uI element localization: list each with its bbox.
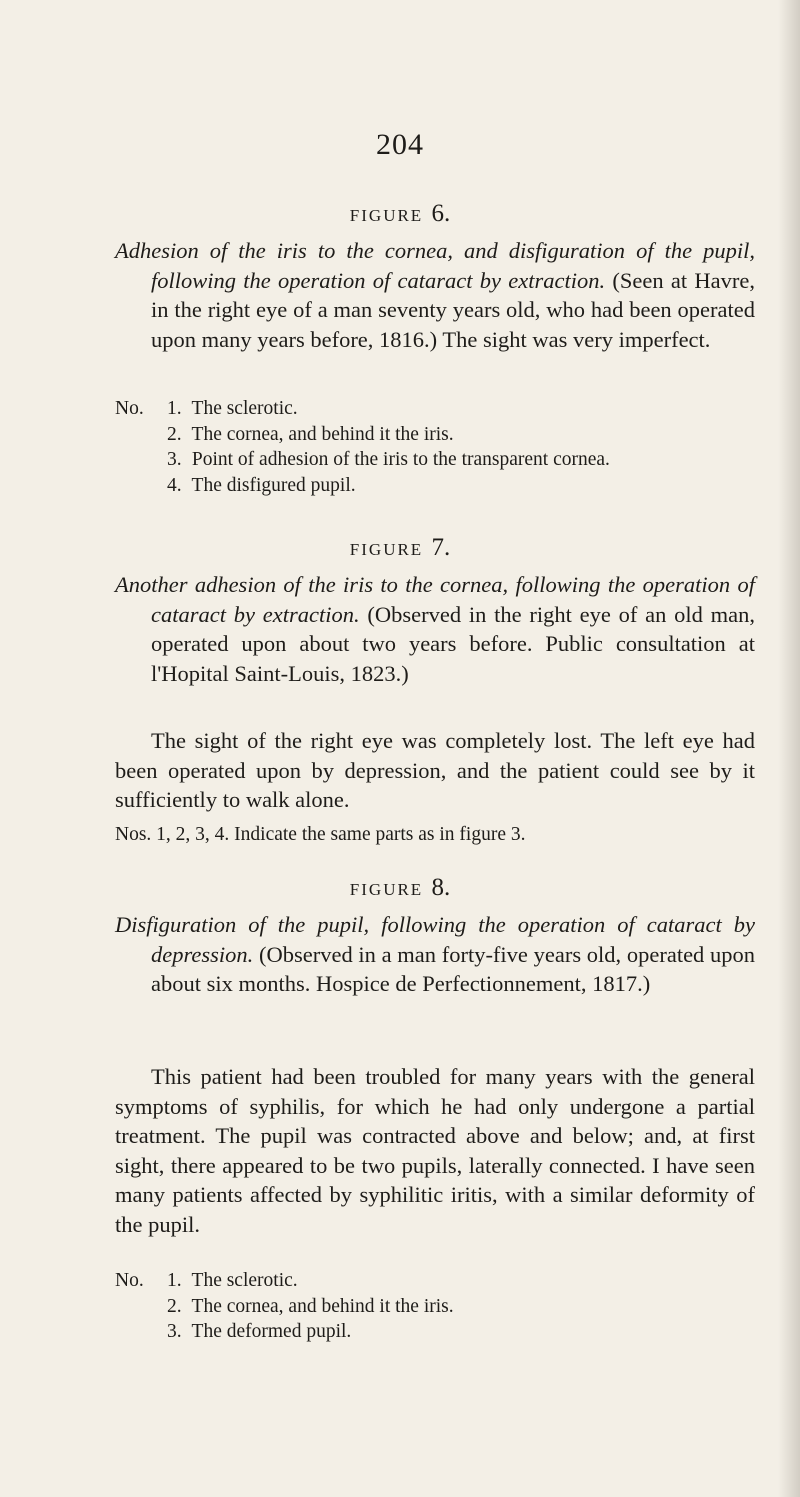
legend-row [115,422,775,448]
legend-row [115,473,775,499]
figure-7-title: Another adhesion of the iris to the cornea, following the operation of cataract by extraction. [115,572,755,627]
figure-7-legend [115,822,775,848]
figure-6-number: 6. [431,200,451,227]
figure-6-legend [115,396,775,498]
legend-row [115,1268,775,1294]
legend-row [115,396,775,422]
figure-7-paragraph: The sight of the right eye was completely lost. The left eye had been operated upon by depression, and the patient could see by it sufficiently to walk alone. [115,728,755,812]
legend-text: Point of adhesion of the iris to the transparent cornea. [191,449,610,470]
legend-text: The cornea, and behind it the iris. [191,423,454,445]
figure-8-title: Disfiguration of the pupil, following the operation of cataract by depression. [115,912,755,967]
figure-7-description: (Observed in the right eye of an old man, operated upon about two years before. Public consultation at l'Hopital Saint-Louis, 1823.) [151,601,755,686]
legend-text: The deformed pupil. [191,1321,352,1342]
legend-label: No. [115,1270,144,1291]
legend-number: 2. [167,1295,182,1317]
legend-text: The cornea, and behind it the iris. [191,1295,454,1317]
legend-label: Nos. [115,824,152,845]
legend-row [115,447,775,473]
figure-8-description: (Observed in a man forty-five years old, operated upon about six months. Hospice de Perfectionnement, 1817.) [151,941,755,996]
legend-number: 2. [167,423,182,445]
figure-7-number: 7. [431,534,451,561]
figure-6-caption [115,236,755,354]
legend-text: The sclerotic. [191,1270,298,1291]
figure-8-label: FIGURE [349,880,424,899]
figure-6-title: Adhesion of the iris to the cornea, and disfiguration of the pupil, following the operation of cataract by extraction. [115,238,755,293]
figure-8-heading [0,874,800,902]
legend-number: 1. [167,398,182,419]
figure-7-label: FIGURE [349,540,424,559]
legend-number: 1. [167,1270,182,1291]
figure-8-legend [115,1268,775,1345]
legend-number: 3. [167,1321,182,1342]
figure-8-number: 8. [431,874,451,901]
page-number: 204 [376,128,424,161]
figure-8-caption [115,910,755,999]
figure-6-description: (Seen at Havre, in the right eye of a man seventy years old, who had been operated upon many years before, 1816.) The sight was very imperfect. [151,267,756,352]
legend-label: No. [115,398,144,419]
legend-text: 1, 2, 3, 4. Indicate the same parts as in figure 3. [156,824,526,845]
legend-number: 3. [167,449,182,470]
figure-7-caption [115,570,755,688]
legend-row [115,1319,775,1345]
legend-text: The disfigured pupil. [191,474,356,496]
legend-row [115,822,775,848]
figure-6-label: FIGURE [349,206,424,225]
figure-6-heading [0,200,800,228]
figure-8-paragraph: This patient had been troubled for many years with the general symptoms of syphilis, for which he had only undergone a partial treatment. The pupil was contracted above and below; and, at first sight, there appeared to be two pupils, laterally connected. I have seen many patients affected by syphilitic iritis, with a similar deformity of the pupil. [115,1064,755,1237]
legend-text: The sclerotic. [191,398,298,419]
figure-7-heading [0,534,800,562]
legend-row [115,1294,775,1320]
legend-number: 4. [167,474,182,496]
